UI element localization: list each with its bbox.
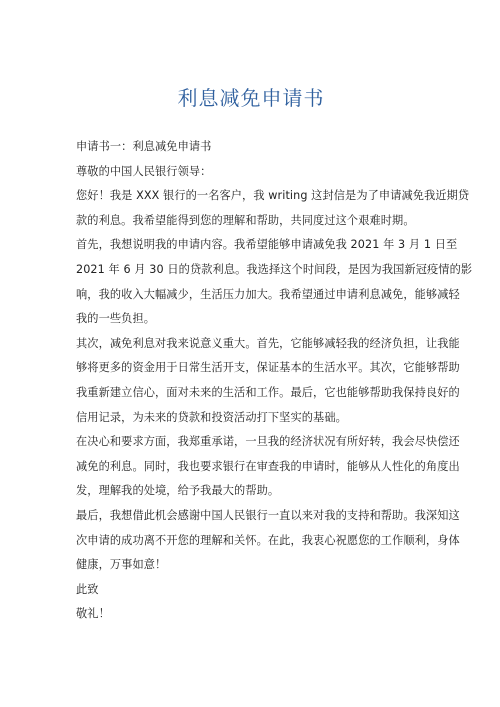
text-line: 款的利息。我希望能得到您的理解和帮助，共同度过这个艰难时期。 [76, 213, 415, 227]
document-body [76, 135, 473, 627]
text-line: 2021 年 6 月 30 日的贷款利息。我选择这个时间段，是因为我国新冠疫情的影 [76, 262, 473, 276]
text-line: 首先，我想说明我的申请内容。我希望能够申请减免我 2021 年 3 月 1 日至 [76, 238, 458, 252]
text-line: 次申请的成功离不开您的理解和关怀。在此，我衷心祝愿您的工作顺利，身体 [76, 533, 460, 547]
text-line: 在决心和要求方面，我郑重承诺，一旦我的经济状况有所好转，我会尽快偿还 [76, 435, 460, 449]
text-line: 信用记录，为未来的贷款和投资活动打下坚实的基础。 [76, 410, 347, 424]
text-line: 健康，万事如意！ [76, 558, 167, 572]
text-line: 您好！我是 XXX 银行的一名客户，我 writing 这封信是为了申请减免我近期贷 [76, 189, 470, 203]
closing-line: 敬礼！ [76, 607, 110, 621]
subtitle-line: 申请书一：利息减免申请书 [76, 140, 212, 153]
text-line: 够将更多的资金用于日常生活开支，保证基本的生活水平。其次，它能够帮助 [76, 361, 460, 375]
text-line: 响，我的收入大幅减少，生活压力加大。我希望通过申请利息减免，能够减轻 [76, 287, 460, 301]
text-line: 最后，我想借此机会感谢中国人民银行一直以来对我的支持和帮助。我深知这 [76, 508, 460, 522]
closing-line: 此致 [76, 582, 99, 596]
text-line: 我的一些负担。 [76, 312, 156, 326]
text-line: 发，理解我的处境，给予我最大的帮助。 [76, 484, 280, 498]
salutation-line: 尊敬的中国人民银行领导： [76, 164, 212, 178]
document-title: 利息减免申请书 [177, 86, 325, 110]
text-line: 其次，减免利息对我来说意义重大。首先，它能够减轻我的经济负担，让我能 [76, 336, 460, 350]
text-line: 减免的利息。同时，我也要求银行在审查我的申请时，能够从人性化的角度出 [76, 459, 460, 473]
text-line: 我重新建立信心，面对未来的生活和工作。最后，它也能够帮助我保持良好的 [76, 385, 460, 399]
